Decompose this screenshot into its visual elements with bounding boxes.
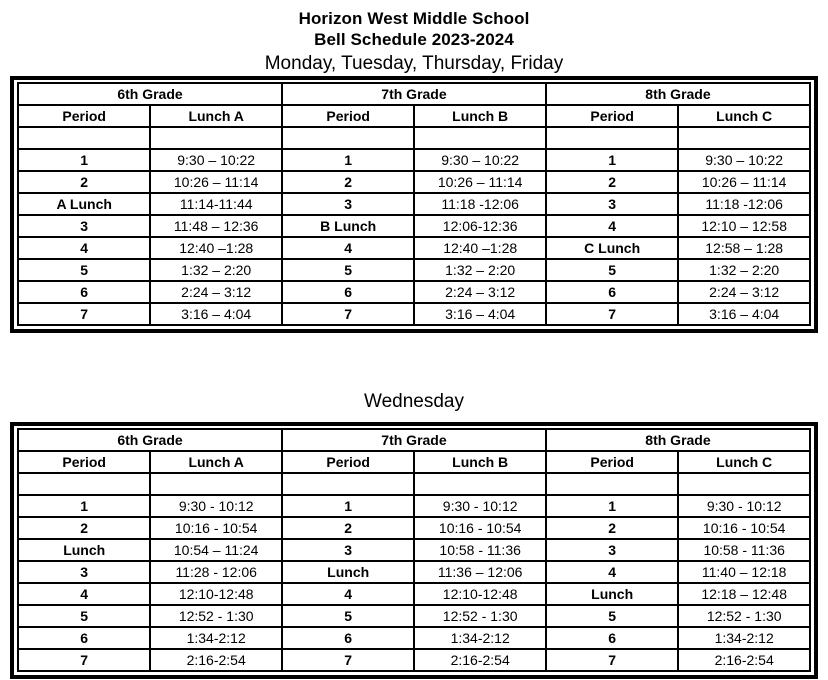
time-cell: 12:52 - 1:30 [414, 605, 546, 627]
period-cell: 7 [546, 649, 678, 671]
period-cell: 6 [282, 627, 414, 649]
spacer-cell [546, 127, 678, 149]
lunch-period-cell: Lunch [282, 561, 414, 583]
time-cell: 2:16-2:54 [414, 649, 546, 671]
time-cell: 2:24 – 3:12 [678, 281, 810, 303]
time-cell: 9:30 - 10:12 [678, 495, 810, 517]
period-cell: 3 [282, 193, 414, 215]
time-cell: 2:16-2:54 [678, 649, 810, 671]
column-header-lunch-7th: Lunch B [414, 451, 546, 473]
period-cell: 3 [18, 561, 150, 583]
time-cell: 1:34-2:12 [414, 627, 546, 649]
schedule-row [18, 561, 810, 583]
column-header-period-7th: Period [282, 105, 414, 127]
schedule-row [18, 193, 810, 215]
time-cell: 11:18 -12:06 [414, 193, 546, 215]
time-cell: 10:16 - 10:54 [150, 517, 282, 539]
time-cell: 1:34-2:12 [150, 627, 282, 649]
time-cell: 11:48 – 12:36 [150, 215, 282, 237]
time-cell: 9:30 - 10:12 [150, 495, 282, 517]
period-cell: 3 [282, 539, 414, 561]
subheader-row [18, 105, 810, 127]
spacer-cell [414, 473, 546, 495]
lunch-period-cell: C Lunch [546, 237, 678, 259]
schedule-row [18, 237, 810, 259]
time-cell: 10:26 – 11:14 [150, 171, 282, 193]
spacer-cell [546, 473, 678, 495]
time-cell: 10:58 - 11:36 [678, 539, 810, 561]
period-cell: 1 [282, 149, 414, 171]
period-cell: 7 [18, 649, 150, 671]
time-cell: 12:10-12:48 [150, 583, 282, 605]
time-cell: 12:10-12:48 [414, 583, 546, 605]
schedule-row [18, 259, 810, 281]
grade-header-8th: 8th Grade [546, 429, 810, 451]
schedule-row [18, 171, 810, 193]
period-cell: 5 [546, 605, 678, 627]
time-cell: 9:30 – 10:22 [150, 149, 282, 171]
time-cell: 10:26 – 11:14 [678, 171, 810, 193]
column-header-lunch-6th: Lunch A [150, 105, 282, 127]
time-cell: 9:30 – 10:22 [414, 149, 546, 171]
secondary-days-label: Wednesday [364, 391, 464, 412]
time-cell: 11:18 -12:06 [678, 193, 810, 215]
schedule-table-mtthf [17, 82, 811, 326]
period-cell: 4 [282, 583, 414, 605]
period-cell: 7 [18, 303, 150, 325]
lunch-period-cell: Lunch [546, 583, 678, 605]
time-cell: 1:32 – 2:20 [678, 259, 810, 281]
schedule-row [18, 583, 810, 605]
spacer-row [18, 473, 810, 495]
period-cell: 3 [546, 193, 678, 215]
schedule-row [18, 605, 810, 627]
schedule-table-mtthf-wrapper [10, 76, 818, 333]
period-cell: 6 [546, 281, 678, 303]
spacer-cell [282, 127, 414, 149]
column-header-lunch-6th: Lunch A [150, 451, 282, 473]
time-cell: 10:26 – 11:14 [414, 171, 546, 193]
time-cell: 9:30 – 10:22 [678, 149, 810, 171]
period-cell: 5 [18, 259, 150, 281]
spacer-row [18, 127, 810, 149]
period-cell: 2 [546, 171, 678, 193]
period-cell: 5 [546, 259, 678, 281]
time-cell: 11:40 – 12:18 [678, 561, 810, 583]
lunch-period-cell: A Lunch [18, 193, 150, 215]
wednesday-label-gap [0, 414, 828, 422]
period-cell: 1 [546, 149, 678, 171]
grade-header-row [18, 83, 810, 105]
schedule-title: Bell Schedule 2023-2024 [314, 30, 514, 49]
period-cell: 2 [18, 171, 150, 193]
period-cell: 7 [282, 303, 414, 325]
schedule-row [18, 303, 810, 325]
lunch-time-cell: 12:06-12:36 [414, 215, 546, 237]
time-cell: 3:16 – 4:04 [414, 303, 546, 325]
period-cell: 5 [18, 605, 150, 627]
lunch-time-cell: 11:36 – 12:06 [414, 561, 546, 583]
period-cell: 4 [282, 237, 414, 259]
column-header-period-7th: Period [282, 451, 414, 473]
school-name: Horizon West Middle School [298, 9, 530, 28]
period-cell: 6 [18, 627, 150, 649]
period-cell: 4 [546, 561, 678, 583]
spacer-cell [18, 473, 150, 495]
period-cell: 1 [18, 149, 150, 171]
period-cell: 2 [546, 517, 678, 539]
time-cell: 3:16 – 4:04 [678, 303, 810, 325]
lunch-period-cell: Lunch [18, 539, 150, 561]
time-cell: 10:16 - 10:54 [678, 517, 810, 539]
column-header-period-8th: Period [546, 105, 678, 127]
schedule-row [18, 517, 810, 539]
schedule-row [18, 149, 810, 171]
column-header-lunch-7th: Lunch B [414, 105, 546, 127]
column-header-period-6th: Period [18, 451, 150, 473]
time-cell: 10:16 - 10:54 [414, 517, 546, 539]
schedule-row [18, 627, 810, 649]
time-cell: 12:52 - 1:30 [678, 605, 810, 627]
time-cell: 12:40 –1:28 [150, 237, 282, 259]
period-cell: 6 [546, 627, 678, 649]
column-header-lunch-8th: Lunch C [678, 105, 810, 127]
period-cell: 6 [18, 281, 150, 303]
period-cell: 4 [18, 583, 150, 605]
spacer-cell [150, 127, 282, 149]
spacer-cell [414, 127, 546, 149]
period-cell: 3 [18, 215, 150, 237]
time-cell: 2:24 – 3:12 [414, 281, 546, 303]
period-cell: 7 [282, 649, 414, 671]
time-cell: 1:34-2:12 [678, 627, 810, 649]
time-cell: 9:30 - 10:12 [414, 495, 546, 517]
period-cell: 1 [282, 495, 414, 517]
time-cell: 11:28 - 12:06 [150, 561, 282, 583]
column-header-period-8th: Period [546, 451, 678, 473]
schedule-row [18, 495, 810, 517]
grade-header-7th: 7th Grade [282, 83, 546, 105]
grade-header-6th: 6th Grade [18, 83, 282, 105]
time-cell: 1:32 – 2:20 [414, 259, 546, 281]
period-cell: 7 [546, 303, 678, 325]
schedule-row [18, 281, 810, 303]
spacer-cell [678, 473, 810, 495]
period-cell: 1 [546, 495, 678, 517]
period-cell: 6 [282, 281, 414, 303]
lunch-time-cell: 11:14-11:44 [150, 193, 282, 215]
schedule-row [18, 539, 810, 561]
lunch-period-cell: B Lunch [282, 215, 414, 237]
time-cell: 10:58 - 11:36 [414, 539, 546, 561]
spacer-cell [678, 127, 810, 149]
time-cell: 3:16 – 4:04 [150, 303, 282, 325]
spacer-cell [150, 473, 282, 495]
subheader-row [18, 451, 810, 473]
grade-header-6th: 6th Grade [18, 429, 282, 451]
lunch-time-cell: 10:54 – 11:24 [150, 539, 282, 561]
period-cell: 2 [18, 517, 150, 539]
period-cell: 1 [18, 495, 150, 517]
document-header [0, 0, 828, 76]
time-cell: 12:40 –1:28 [414, 237, 546, 259]
grade-header-8th: 8th Grade [546, 83, 810, 105]
time-cell: 12:10 – 12:58 [678, 215, 810, 237]
schedule-row [18, 215, 810, 237]
schedule-row [18, 649, 810, 671]
period-cell: 5 [282, 605, 414, 627]
grade-header-7th: 7th Grade [282, 429, 546, 451]
lunch-time-cell: 12:18 – 12:48 [678, 583, 810, 605]
period-cell: 4 [18, 237, 150, 259]
time-cell: 1:32 – 2:20 [150, 259, 282, 281]
time-cell: 12:52 - 1:30 [150, 605, 282, 627]
spacer-cell [18, 127, 150, 149]
time-cell: 2:24 – 3:12 [150, 281, 282, 303]
period-cell: 5 [282, 259, 414, 281]
column-header-period-6th: Period [18, 105, 150, 127]
schedule-table-wednesday [17, 428, 811, 672]
primary-days-label: Monday, Tuesday, Thursday, Friday [264, 53, 564, 74]
spacer-cell [282, 473, 414, 495]
period-cell: 4 [546, 215, 678, 237]
period-cell: 2 [282, 517, 414, 539]
table-gap [0, 333, 828, 389]
schedule-table-wednesday-wrapper [10, 422, 818, 679]
period-cell: 2 [282, 171, 414, 193]
column-header-lunch-8th: Lunch C [678, 451, 810, 473]
lunch-time-cell: 12:58 – 1:28 [678, 237, 810, 259]
time-cell: 2:16-2:54 [150, 649, 282, 671]
period-cell: 3 [546, 539, 678, 561]
grade-header-row [18, 429, 810, 451]
